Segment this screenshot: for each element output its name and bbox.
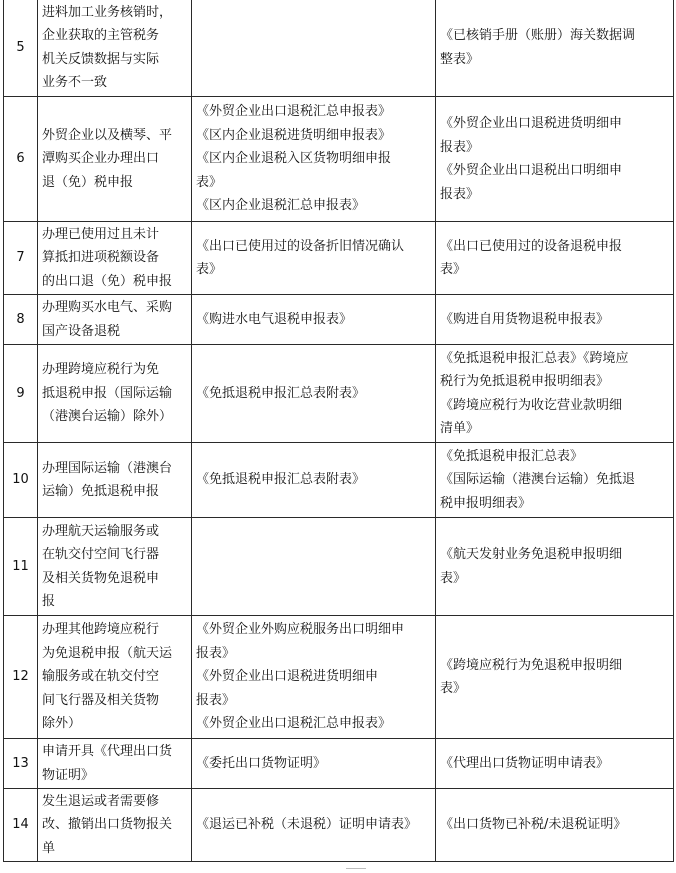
item-line: 业务不一致 (42, 75, 108, 90)
item-cell (38, 739, 192, 789)
row-number: 14 (4, 789, 38, 862)
row-number: 6 (4, 97, 38, 222)
forms-line: 《购进自用货物退税申报表》 (440, 311, 610, 327)
item-line: 运输）免抵退税申报 (42, 484, 160, 499)
declaration-cell (192, 616, 436, 739)
item-cell (38, 616, 192, 739)
declaration-line: 《外贸企业出口退税汇总申报表》 (196, 716, 392, 732)
item-line: 发生退运或者需要修 (42, 793, 160, 809)
item-line: 及相关货物免退税申 (42, 570, 160, 586)
declaration-line: 《购进水电气退税申报表》 (196, 311, 353, 327)
declaration-cell (192, 739, 436, 789)
declaration-line: 《免抵退税申报汇总表附表》 (196, 385, 366, 401)
item-cell (38, 222, 192, 295)
declaration-cell (192, 345, 436, 443)
declaration-line: 报表》 (196, 692, 236, 708)
table-row (4, 222, 674, 295)
page-divider-mark (346, 868, 366, 869)
forms-line: 表》 (440, 681, 467, 696)
item-cell (38, 345, 192, 443)
table-row (4, 518, 674, 616)
item-line: 算抵扣进项税额设备 (42, 250, 160, 266)
row-number: 11 (4, 518, 38, 616)
table-row (4, 97, 674, 222)
declaration-cell (192, 789, 436, 862)
table-row (4, 739, 674, 789)
forms-line: 《免抵退税申报汇总表》 (440, 448, 584, 464)
forms-line: 表》 (440, 262, 467, 277)
declaration-line: 表》 (196, 262, 223, 277)
item-line: 的出口退（免）税申报 (42, 273, 173, 289)
item-line: 输服务或在轨交付空 (42, 669, 160, 685)
item-line: 改、撤销出口货物报关 (42, 817, 173, 833)
table-body (4, 0, 674, 862)
item-line: 办理已使用过且未计 (42, 226, 160, 242)
item-cell (38, 443, 192, 518)
declaration-line: 《区内企业退税进货明细申报表》 (196, 127, 392, 143)
declaration-line: 《出口已使用过的设备折旧情况确认 (196, 238, 405, 254)
row-number: 13 (4, 739, 38, 789)
declaration-line: 《外贸企业出口退税进货明细申 (196, 669, 379, 685)
table-row (4, 295, 674, 345)
forms-cell (436, 295, 674, 345)
forms-line: 清单》 (440, 421, 480, 436)
forms-line: 《免抵退税申报汇总表》《跨境应 (440, 350, 629, 366)
item-line: 在轨交付空间飞行器 (42, 547, 160, 562)
forms-line: 《航天发射业务免退税申报明细 (440, 547, 623, 562)
declaration-cell (192, 295, 436, 345)
row-number: 10 (4, 443, 38, 518)
item-line: 申请开具《代理出口货 (42, 744, 173, 759)
row-number: 7 (4, 222, 38, 295)
item-line: 报 (42, 594, 56, 609)
item-line: 潭购买企业办理出口 (42, 151, 160, 167)
forms-line: 报表》 (440, 186, 480, 202)
table-row (4, 345, 674, 443)
declaration-line: 《退运已补税（未退税）证明申请表》 (196, 817, 418, 833)
forms-line: 表》 (440, 570, 467, 586)
item-line: 外贸企业以及横琴、平 (42, 127, 173, 143)
forms-line: 《已核销手册（账册）海关数据调 (440, 28, 636, 43)
item-line: 办理航天运输服务或 (42, 523, 160, 539)
item-line: 间飞行器及相关货物 (42, 692, 160, 708)
table-row (4, 616, 674, 739)
forms-line: 《出口已使用过的设备退税申报 (440, 238, 623, 254)
forms-cell (436, 0, 674, 97)
forms-line: 整表》 (440, 51, 480, 67)
forms-cell (436, 616, 674, 739)
item-cell (38, 295, 192, 345)
forms-line: 《代理出口货物证明申请表》 (440, 755, 610, 771)
item-cell (38, 518, 192, 616)
item-cell (38, 0, 192, 97)
row-number: 5 (4, 0, 38, 97)
forms-line: 税行为免抵退税申报明细表》 (440, 374, 610, 389)
forms-cell (436, 222, 674, 295)
table-row (4, 789, 674, 862)
declaration-line: 《免抵退税申报汇总表附表》 (196, 472, 366, 488)
declaration-cell (192, 97, 436, 222)
declaration-cell (192, 222, 436, 295)
forms-line: 报表》 (440, 139, 480, 155)
forms-line: 《跨境应税行为收讫营业款明细 (440, 397, 623, 413)
table-row (4, 443, 674, 518)
forms-line: 《外贸企业出口退税出口明细申 (440, 163, 623, 178)
item-line: （港澳台运输）除外） (42, 409, 173, 425)
row-number: 8 (4, 295, 38, 345)
forms-cell (436, 518, 674, 616)
forms-cell (436, 443, 674, 518)
item-line: 抵退税申报（国际运输 (42, 385, 173, 401)
declaration-cell (192, 443, 436, 518)
declaration-cell (192, 518, 436, 616)
declaration-line: 表》 (196, 174, 223, 190)
declaration-line: 报表》 (196, 645, 236, 661)
forms-line: 《出口货物已补税/未退税证明》 (440, 817, 627, 833)
declaration-line: 《区内企业退税汇总申报表》 (196, 198, 366, 214)
item-line: 除外） (42, 716, 82, 732)
declaration-line: 《区内企业退税入区货物明细申报 (196, 151, 392, 167)
table-row (4, 0, 674, 97)
item-line: 办理跨境应税行为免 (42, 362, 160, 378)
forms-cell (436, 345, 674, 443)
item-line: 退（免）税申报 (42, 174, 134, 190)
forms-line: 《跨境应税行为免退税申报明细 (440, 657, 623, 673)
declaration-line: 《外贸企业外购应税服务出口明细申 (196, 622, 405, 638)
forms-line: 《国际运输（港澳台运输）免抵退 (440, 472, 636, 488)
item-line: 物证明》 (42, 767, 95, 783)
declaration-line: 《委托出口货物证明》 (196, 755, 327, 771)
forms-cell (436, 789, 674, 862)
item-line: 办理国际运输（港澳台 (42, 460, 173, 476)
row-number: 12 (4, 616, 38, 739)
item-line: 为免退税申报（航天运 (42, 645, 173, 661)
item-line: 机关反馈数据与实际 (42, 51, 160, 67)
item-cell (38, 789, 192, 862)
export-tax-form-table (3, 0, 674, 862)
item-line: 国产设备退税 (42, 323, 121, 339)
item-line: 办理购买水电气、采购 (42, 300, 173, 315)
row-number: 9 (4, 345, 38, 443)
declaration-cell (192, 0, 436, 97)
item-line: 办理其他跨境应税行 (42, 622, 160, 638)
item-line: 单 (42, 840, 56, 856)
item-line: 进料加工业务核销时， (42, 4, 173, 20)
item-line: 企业获取的主管税务 (42, 28, 160, 43)
forms-cell (436, 97, 674, 222)
forms-line: 《外贸企业出口退税进货明细申 (440, 116, 623, 131)
declaration-line: 《外贸企业出口退税汇总申报表》 (196, 104, 392, 120)
forms-line: 税申报明细表》 (440, 495, 532, 511)
forms-cell (436, 739, 674, 789)
item-cell (38, 97, 192, 222)
